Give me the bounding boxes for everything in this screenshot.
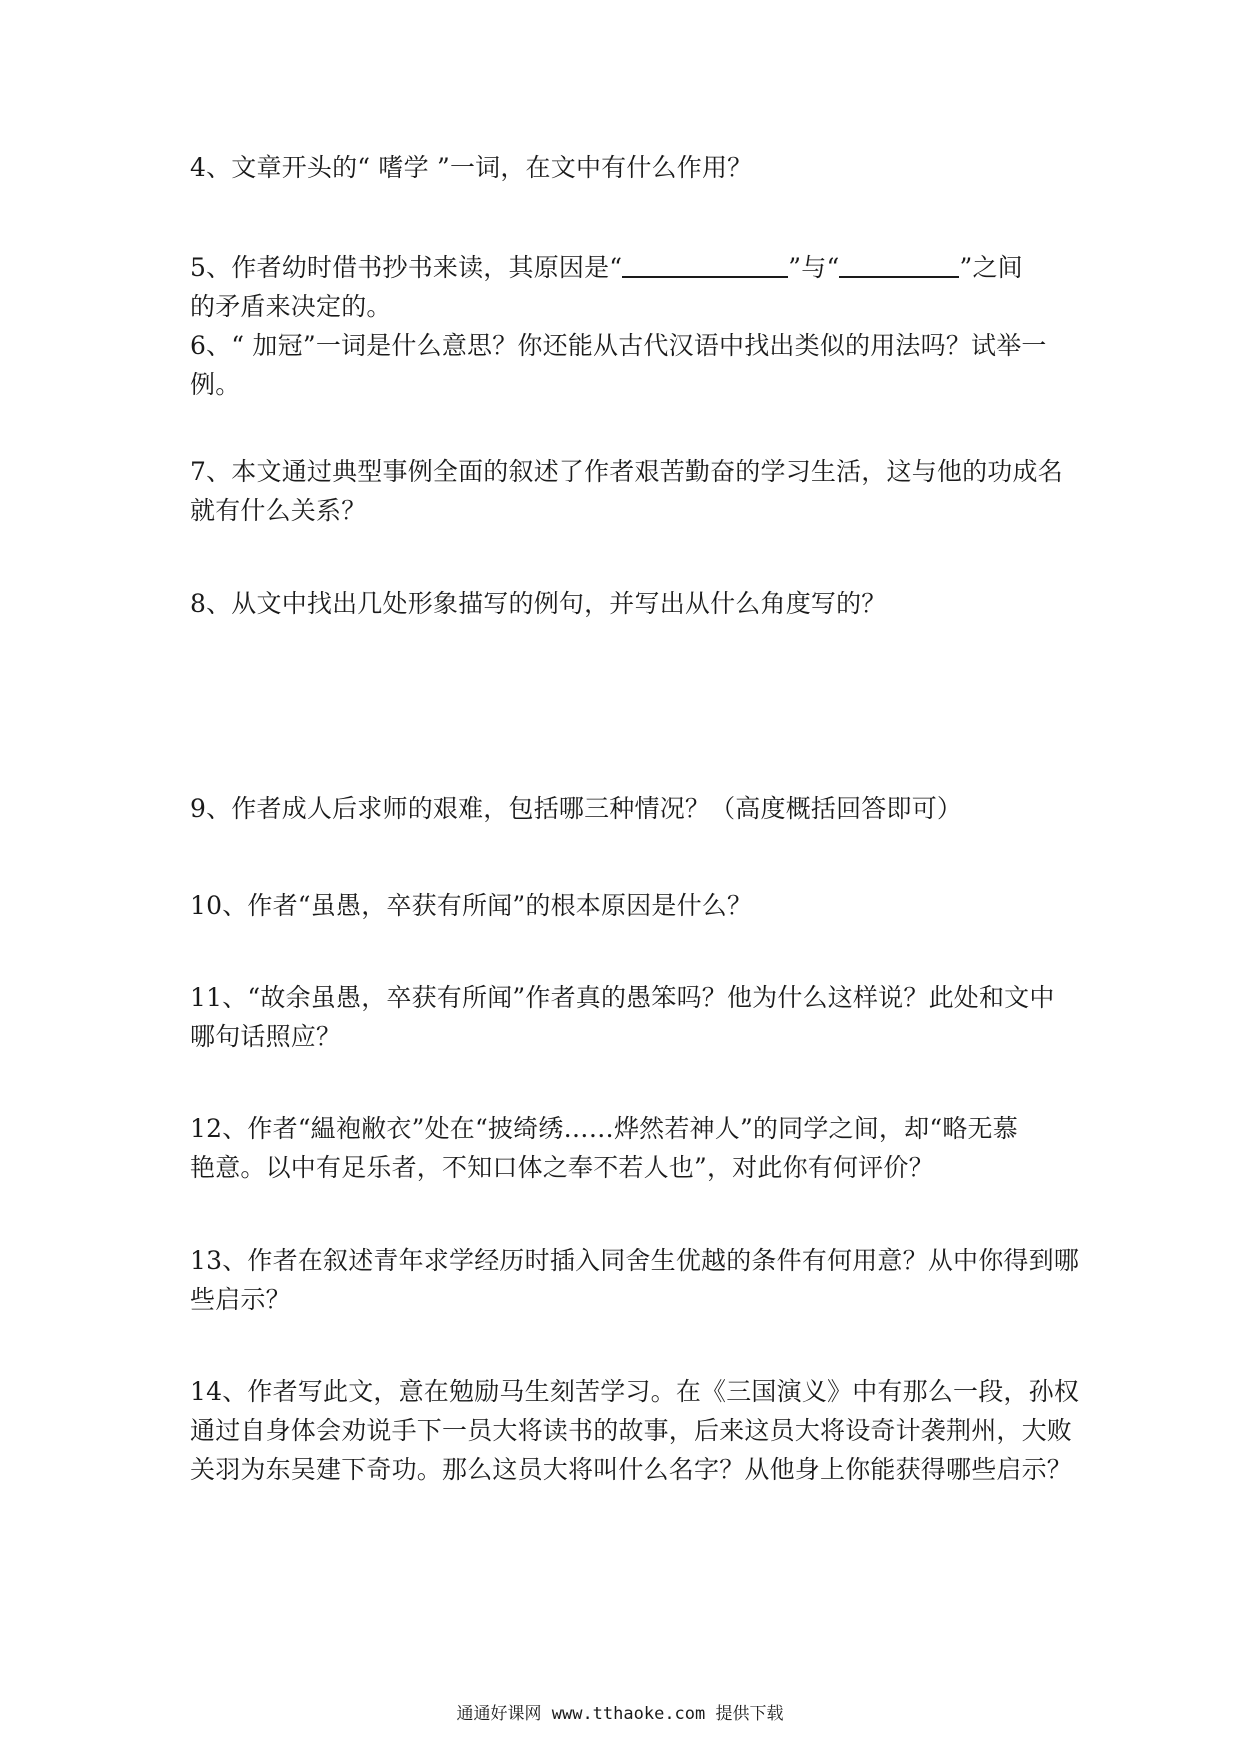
- question-9: [190, 789, 1058, 828]
- question-text: 13、作者在叙述青年求学经历时插入同舍生优越的条件有何用意？从中你得到哪: [190, 1246, 1080, 1275]
- fill-in-blank: [839, 252, 959, 278]
- question-6: [190, 326, 1058, 404]
- question-text: ”之间: [959, 253, 1023, 282]
- question-text: 10、作者“虽愚，卒获有所闻”的根本原因是什么？: [190, 891, 753, 920]
- page-footer: 通通好课网 www.tthaoke.com 提供下载: [456, 1704, 784, 1724]
- question-text: 就有什么关系？: [190, 496, 367, 525]
- question-line: [190, 248, 1058, 287]
- question-text: 8、从文中找出几处形象描写的例句，并写出从什么角度写的？: [190, 589, 887, 618]
- question-text: 6、“ 加冠”一词是什么意思？你还能从古代汉语中找出类似的用法吗？试举一: [190, 331, 1047, 360]
- question-11: [190, 978, 1058, 1056]
- question-10: [190, 886, 1058, 925]
- question-7: [190, 452, 1063, 530]
- question-14: [190, 1372, 1080, 1489]
- question-text: 5、作者幼时借书抄书来读，其原因是“: [190, 253, 623, 282]
- question-4: [190, 148, 1058, 187]
- question-text: 7、本文通过典型事例全面的叙述了作者艰苦勤奋的学习生活，这与他的功成名: [190, 457, 1063, 486]
- question-text: 些启示？: [190, 1285, 291, 1314]
- question-12: [190, 1109, 1058, 1187]
- question-8: [190, 584, 1058, 623]
- question-text: 9、作者成人后求师的艰难，包括哪三种情况？（高度概括回答即可）: [190, 794, 963, 823]
- question-text: 4、文章开头的“ 嗜学 ”一词，在文中有什么作用？: [190, 153, 753, 182]
- question-text: 哪句话照应？: [190, 1022, 342, 1051]
- question-text: 的矛盾来决定的。: [190, 292, 392, 321]
- question-text: 例。: [190, 370, 241, 399]
- question-text: 12、作者“緼袍敝衣”处在“披绮绣……烨然若神人”的同学之间，却“略无慕: [190, 1114, 1018, 1143]
- question-text: 14、作者写此文，意在勉励马生刻苦学习。在《三国演义》中有那么一段，孙权: [190, 1377, 1080, 1406]
- question-text: 关羽为东吴建下奇功。那么这员大将叫什么名字？从他身上你能获得哪些启示？: [190, 1455, 1073, 1484]
- question-5: [190, 248, 1058, 326]
- fill-in-blank: [622, 252, 788, 278]
- question-text: 11、“故余虽愚，卒获有所闻”作者真的愚笨吗？他为什么这样说？此处和文中: [190, 983, 1055, 1012]
- question-text: ”与“: [788, 253, 840, 282]
- question-text: 通过自身体会劝说手下一员大将读书的故事，后来这员大将设奇计袭荆州，大败: [190, 1416, 1073, 1445]
- question-13: [190, 1241, 1080, 1319]
- question-text: 艳意。以中有足乐者，不知口体之奉不若人也”，对此你有何评价？: [190, 1153, 934, 1182]
